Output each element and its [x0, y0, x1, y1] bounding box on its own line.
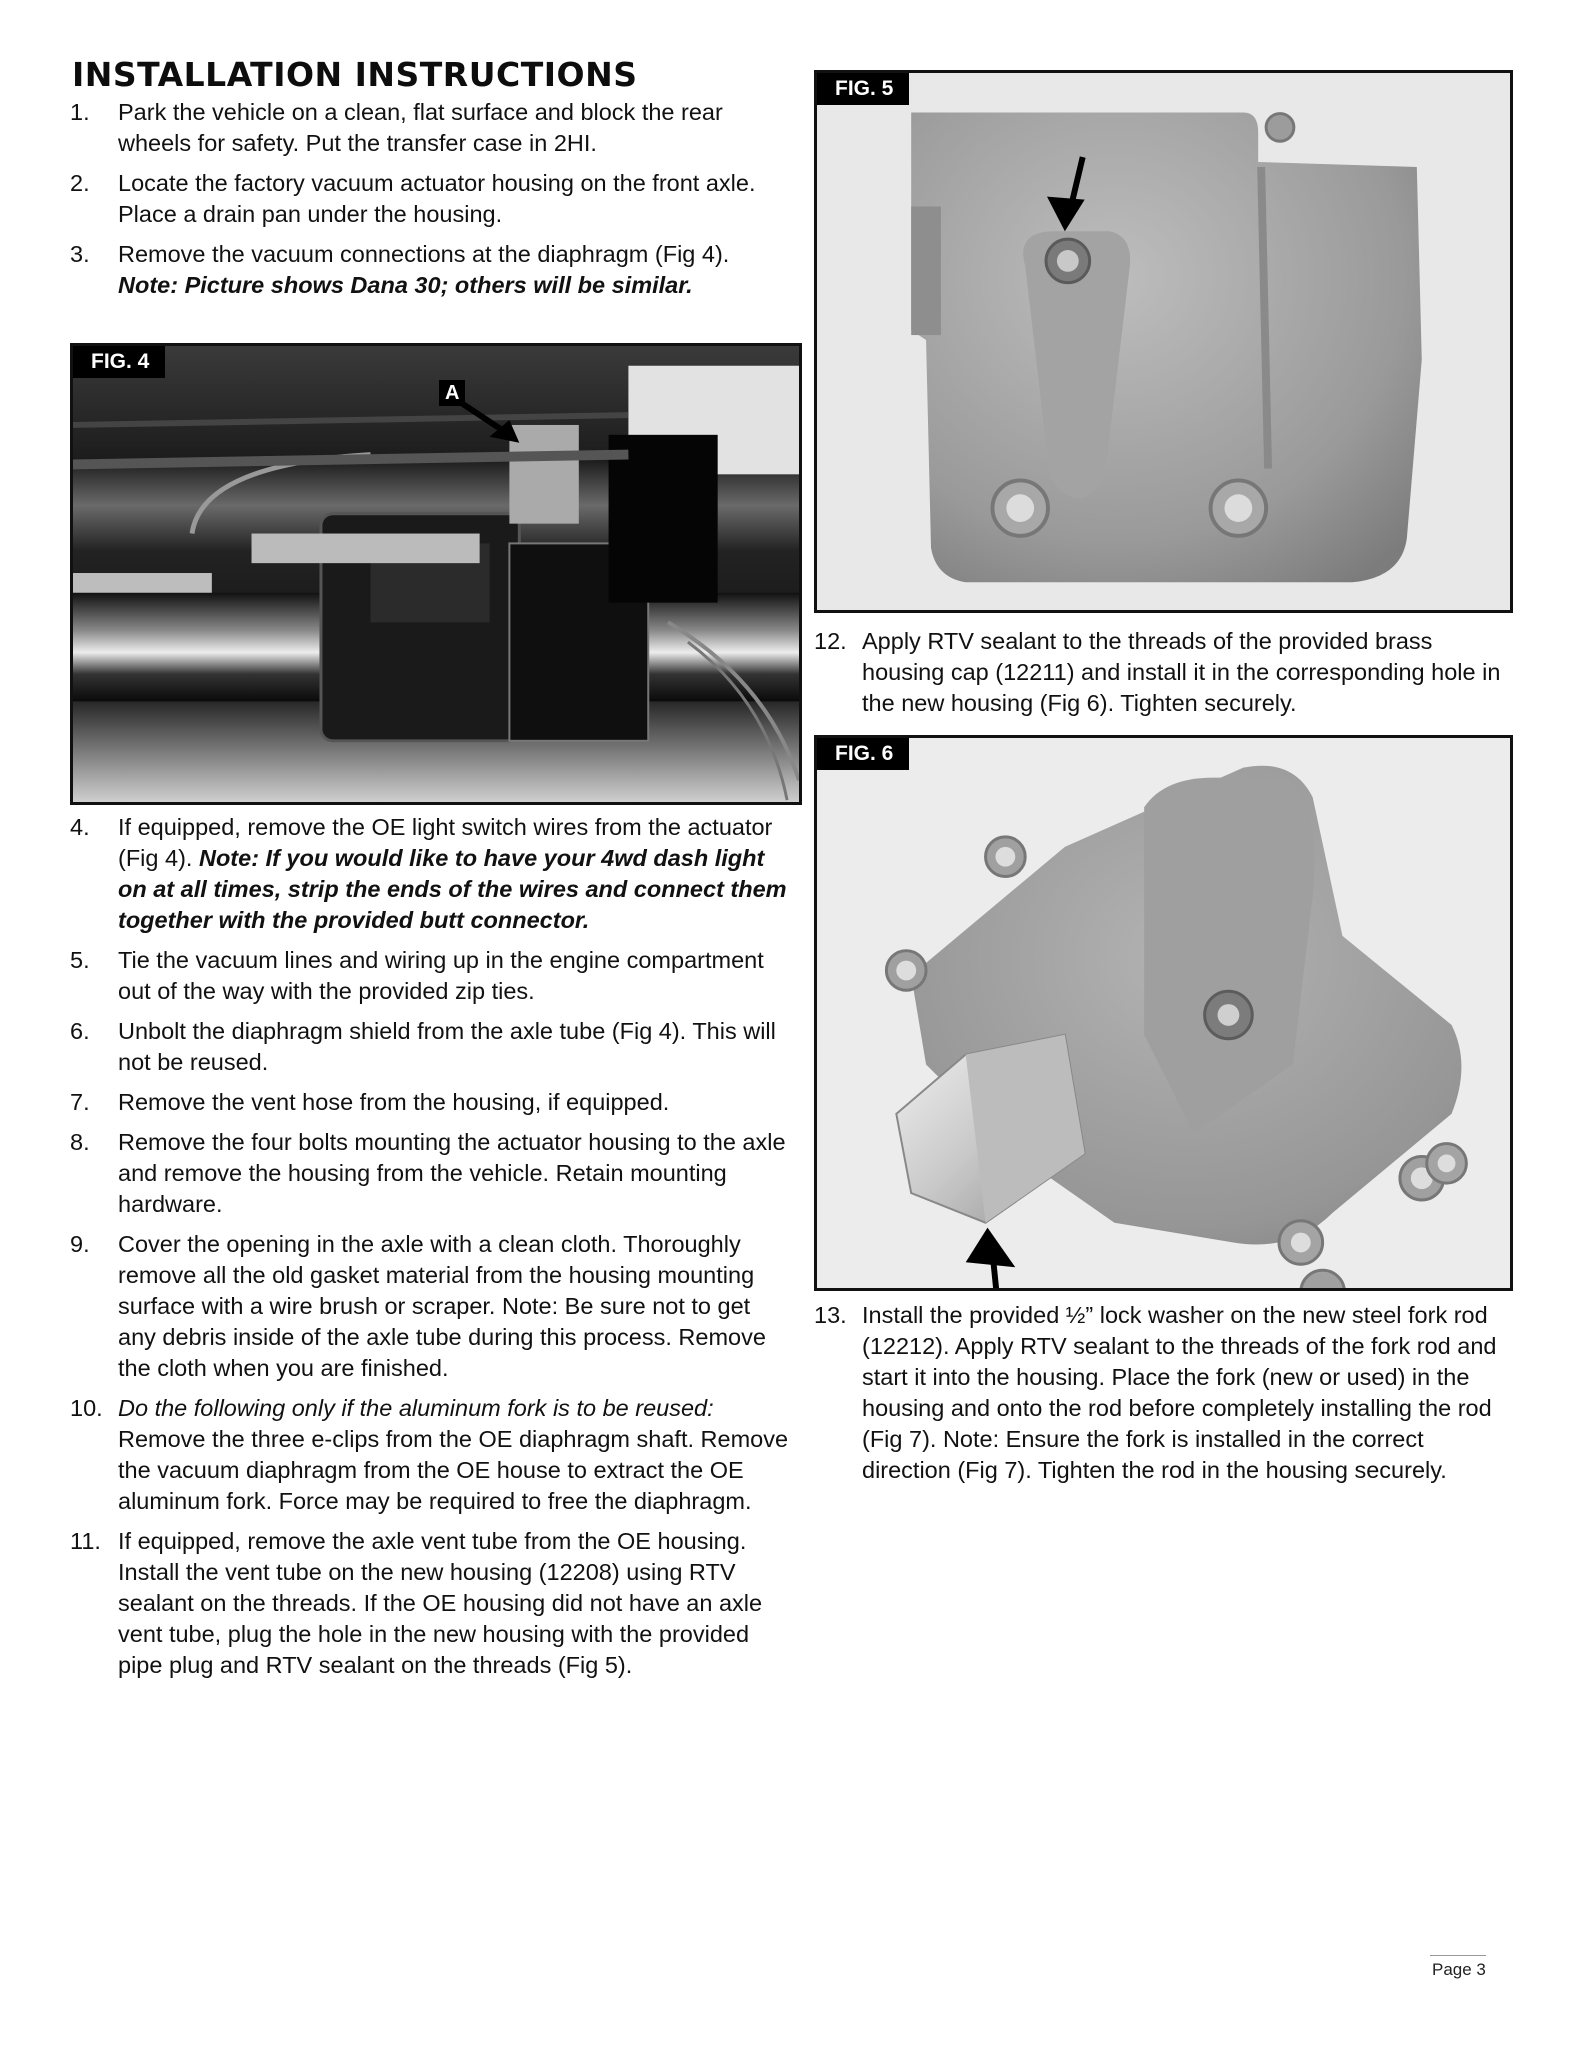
figure-5	[814, 70, 1513, 613]
step-text: Apply RTV sealant to the threads of the provided brass housing cap (12211) and install it in the corresponding hole in the new housing (Fig 6). Tighten securely.	[862, 628, 1501, 716]
step-text: Install the provided ½” lock washer on the new steel fork rod (12212). Apply RTV sealant to the threads of the fork rod and start it into the housing. Place the fork (new or used) in the housing and onto the rod before completely installing the rod (Fig 7). Note: Ensure the fork is installed in the correct direction (Fig 7). Tighten the rod in the housing securely.	[862, 1302, 1497, 1483]
step-9	[70, 1229, 790, 1384]
step-8	[70, 1127, 790, 1220]
step-text: Cover the opening in the axle with a clean cloth. Thoroughly remove all the old gasket material from the housing mounting surface with a wire brush or scraper. Note: Be sure not to get any debris inside of the axle tube during this process. Remove the cloth when you are finished.	[118, 1231, 766, 1381]
page-number: Page 3	[1432, 1960, 1486, 1979]
step-13	[814, 1300, 1514, 1486]
steps-list-13	[814, 1300, 1514, 1495]
step-number: 13.	[814, 1302, 847, 1328]
step-1	[70, 97, 790, 159]
step-number: 5.	[70, 947, 90, 973]
step-note: Do the following only if the aluminum fork is to be reused:	[118, 1395, 714, 1421]
step-text: Unbolt the diaphragm shield from the axle tube (Fig 4). This will not be reused.	[118, 1018, 776, 1075]
step-number: 12.	[814, 628, 847, 654]
page-title: INSTALLATION INSTRUCTIONS	[72, 55, 638, 94]
step-number: 7.	[70, 1089, 90, 1115]
steps-list-1-3	[70, 97, 790, 310]
footer-rule	[1430, 1955, 1486, 1956]
step-11	[70, 1526, 790, 1681]
step-note: Note: If you would like to have your 4wd dash light on at all times, strip the ends of the wires and connect them together with the provided butt connector.	[118, 845, 787, 933]
step-text: Tie the vacuum lines and wiring up in the engine compartment out of the way with the provided zip ties.	[118, 947, 764, 1004]
step-number: 2.	[70, 170, 90, 196]
step-text: Remove the four bolts mounting the actuator housing to the axle and remove the housing from the vehicle. Retain mounting hardware.	[118, 1129, 786, 1217]
step-number: 10.	[70, 1395, 103, 1421]
figure-4-label: FIG. 4	[73, 346, 165, 378]
step-note: Note: Picture shows Dana 30; others will be similar.	[118, 272, 693, 298]
step-number: 1.	[70, 99, 90, 125]
step-number: 6.	[70, 1018, 90, 1044]
step-text: Remove the vacuum connections at the diaphragm (Fig 4).	[118, 241, 730, 267]
figure-6-label: FIG. 6	[817, 738, 909, 770]
step-2	[70, 168, 790, 230]
step-text: If equipped, remove the OE light switch wires from the actuator (Fig 4).	[118, 814, 773, 871]
housing-with-cap-photo	[817, 738, 1510, 1288]
steps-list-12	[814, 626, 1514, 728]
step-number: 11.	[70, 1528, 101, 1554]
step-3	[70, 239, 790, 301]
step-text: Remove the vent hose from the housing, if equipped.	[118, 1089, 670, 1115]
step-10	[70, 1393, 790, 1517]
step-text: Locate the factory vacuum actuator housing on the front axle. Place a drain pan under the housing.	[118, 170, 756, 227]
step-number: 4.	[70, 814, 90, 840]
step-text: If equipped, remove the axle vent tube from the OE housing. Install the vent tube on the new housing (12208) using RTV sealant on the threads. If the OE housing did not have an axle vent tube, plug the hole in the new housing with the provided pipe plug and RTV sealant on the threads (Fig 5).	[118, 1528, 763, 1678]
step-7	[70, 1087, 790, 1118]
step-6	[70, 1016, 790, 1078]
axle-actuator-photo	[73, 346, 799, 802]
step-text: Park the vehicle on a clean, flat surface and block the rear wheels for safety. Put the transfer case in 2HI.	[118, 99, 723, 156]
figure-4	[70, 343, 802, 805]
step-4	[70, 812, 790, 936]
step-12	[814, 626, 1514, 719]
steps-list-4-11	[70, 812, 790, 1690]
step-text: Remove the three e-clips from the OE diaphragm shaft. Remove the vacuum diaphragm from the OE house to extract the OE aluminum fork. Force may be required to free the diaphragm.	[118, 1426, 789, 1514]
figure-6	[814, 735, 1513, 1291]
housing-top-photo	[817, 73, 1510, 610]
step-number: 8.	[70, 1129, 90, 1155]
step-number: 3.	[70, 241, 90, 267]
step-number: 9.	[70, 1231, 90, 1257]
figure-5-label: FIG. 5	[817, 73, 909, 105]
callout-label-a: A	[439, 380, 465, 406]
step-5	[70, 945, 790, 1007]
